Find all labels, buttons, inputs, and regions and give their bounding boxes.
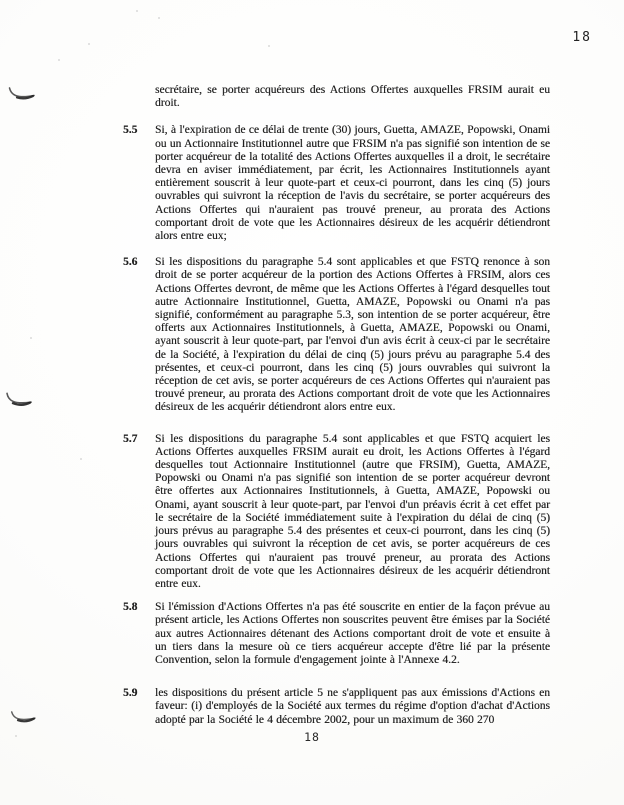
section-text: Si, à l'expiration de ce délai de trente (30) jours, Guetta, AMAZE, Popowski, Onami ou un Actionnaire Institutionnel autre que FRSIM n'a pas signifié son intention de se porter acquéreur de la totalité des Actions Offertes auxquelles il a droit, le secrétaire devra en aviser immédiatement, par écrit, les Actionnaires Institutionnels ayant entièrement souscrit à leur quote-part et ceux-ci pourront, dans les cinq (5) jours ouvrables qui suivront la réception de l'avis du secrétaire, se porter acquéreurs des Actions Offertes qui n'auraient pas trouvé preneur, au prorata des Actions comportant droit de vote que les Actionnaires désireux de les acquérir détiendront alors entre eux; <box>155 124 550 243</box>
section-5-5 <box>123 124 550 243</box>
scan-speck <box>268 45 270 47</box>
section-text: les dispositions du présent article 5 ne s'appliquent pas aux émissions d'Actions en faveur: (i) d'employés de la Société aux termes du régime d'option d'achat d'Actions adopté par la Société le 4 décembre 2002, pour un maximum de 360 270 <box>155 687 550 726</box>
scan-artifact-curl <box>8 86 36 109</box>
scan-artifact-curl <box>10 709 39 733</box>
section-text: Si l'émission d'Actions Offertes n'a pas été souscrite en entier de la façon prévue au présent article, les Actions Offertes non souscrites peuvent être émises par la Société aux autres Actionnaires détenant des Actions comportant droit de vote et ensuite à un tiers dans la mesure où ce tiers acquéreur accepte d'être lié par la présente Convention, selon la formule d'engagement jointe à l'Annexe 4.2. <box>155 601 550 666</box>
section-number: 5.8 <box>123 601 138 614</box>
page-number-top: 18 <box>572 30 592 45</box>
scan-speck <box>30 337 32 339</box>
scan-speck <box>80 458 82 460</box>
paragraph-continuation: secrétaire, se porter acquéreurs des Actions Offertes auxquelles FRSIM aurait eu droit. <box>155 84 550 110</box>
section-number: 5.6 <box>123 256 138 269</box>
section-5-7 <box>123 433 550 591</box>
scan-speck <box>136 10 138 12</box>
section-text: Si les dispositions du paragraphe 5.4 sont applicables et que FSTQ renonce à son droit de se porter acquéreur de la portion des Actions Offertes à FRSIM, alors ces Actions Offertes devront, de même que les Actions Offertes à l'égard desquelles tout autre Actionnaire Institutionnel, Guetta, AMAZE, Popowski ou Onami n'a pas signifié, conformément au paragraphe 5.3, son intention de se porter acquéreur, être offerts aux Actionnaires Institutionnels, à Guetta, AMAZE, Popowski ou Onami, ayant souscrit à leur quote-part, par l'envoi d'un avis écrit à ceux-ci par le secrétaire de la Société, à l'expiration du délai de cinq (5) jours prévu au paragraphe 5.4 des présentes, et ceux-ci pourront, dans les cinq (5) jours ouvrables qui suivront la réception de cet avis, se porter acquéreurs de ces Actions Offertes qui n'auraient pas trouvé preneur, au prorata des Actions comportant droit de vote que les Actionnaires désireux de les acquérir détiendront alors entre eux. <box>155 256 550 414</box>
scan-artifact-curl <box>4 391 33 415</box>
section-number: 5.9 <box>123 687 138 700</box>
section-number: 5.5 <box>123 124 138 137</box>
section-5-6 <box>123 256 550 414</box>
section-5-9 <box>123 687 550 727</box>
scan-speck <box>58 59 60 61</box>
scan-speck <box>88 43 90 45</box>
document-body <box>123 84 550 727</box>
scan-speck <box>158 17 160 19</box>
section-number: 5.7 <box>123 432 138 445</box>
page-number-bottom: 18 <box>304 730 320 744</box>
section-text: Si les dispositions du paragraphe 5.4 sont applicables et que FSTQ acquiert les Actions Offertes auxquelles FRSIM aurait eu droit, les Actions Offertes à l'égard desquelles tout Actionnaire Institutionnel (autre que FRSIM), Guetta, AMAZE, Popowski ou Onami n'a pas signifié son intention de se porter acquéreur devront être offertes aux Actionnaires Institutionnels, à Guetta, AMAZE, Popowski ou Onami, ayant souscrit à leur quote-part, par l'envoi d'un préavis écrit à cet effet par le secrétaire de la Société immédiatement suite à l'expiration du délai de cinq (5) jours prévus au paragraphe 5.4 des présentes et ceux-ci pourront, dans les cinq (5) jours ouvrables qui suivront la réception de cet avis, se porter acquéreurs de ces Actions Offertes qui n'auraient pas trouvé preneur, au prorata des Actions comportant droit de vote que les Actionnaires désireux de les acquérir détiendront entre eux. <box>155 432 550 590</box>
section-5-8 <box>123 601 550 667</box>
